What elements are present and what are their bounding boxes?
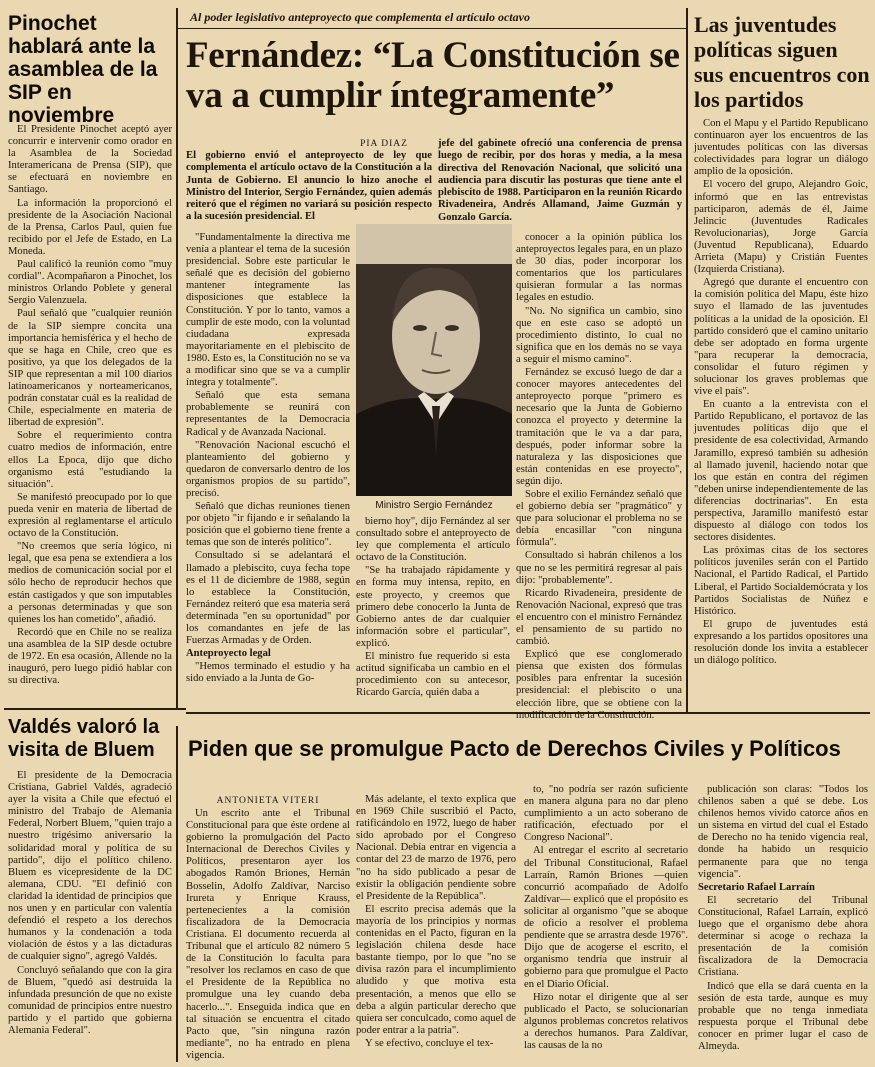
subheading: Anteproyecto legal [186,648,271,660]
bottom-story-column-3 [524,784,688,1062]
subheading: Secretario Rafael Larraín [698,881,815,893]
paragraph: to, "no podría ser razón suficiente en manera alguna para no dar pleno cumplimiento a un acto soberano de ratificación, efectuado por el Congreso Nacional". [524,784,688,844]
kicker-rule [178,28,686,29]
paragraph: Se manifestó preocupado por lo que pueda venir en materia de libertad de expresión al reglamentarse el artículo octavo de la Constitución. [8,491,172,540]
paragraph: En cuanto a la entrevista con el Partido Republicano, el portavoz de las juventudes políticas dijo que el presidente de esa colectividad, Armando Jaramillo, expresó también su adhesión al llamado juvenil, haciendo notar que los que están en contra del régimen "deben unirse independientemente de las diferencias doctrinarias". En esta perspectiva, Jaramillo manifestó estar dispuesto al diálogo con todos los sectores disidentes. [694,399,868,544]
paragraph: "Se ha trabajado rápidamente y en forma muy intensa, repito, en este proyecto, y creemos que primero debe conocerlo la Junta de Gobierno antes de dar cualquier información sobre el particular", explicó. [356,565,510,649]
left-story-headline: Pinochet hablará ante la asamblea de la SIP en noviembre [8,12,158,127]
lead-paragraph: El gobierno envió el anteproyecto de ley que complementa el artículo octavo de la Constitución a la Junta de Gobierno. El anuncio lo hizo anoche el Ministro del Interior, Sergio Fernández, quien además reiteró que el régimen no variará su posición respecto a la sucesión presidencial. El [186,150,432,223]
main-story-column-2 [356,516,510,706]
section-rule [4,708,186,710]
paragraph: Fernández se excusó luego de dar a conocer mayores antecedentes del anteproyecto porque "primero es necesario que la Junta de Gobierno conozca el proyecto y determine la tramitación que le va a dar para, después, poder informar sobre la naturaleza y las disposiciones que están contenidas en ese proyecto", según dijo. [516,367,682,487]
paragraph: "Renovación Nacional escuchó el planteamiento del gobierno y quedaron de conversarlo dentro de los organismos propios de su partido", precisó. [186,439,350,499]
paragraph: Un escrito ante el Tribunal Constitucional para que éste ordene al gobierno la promulgación del Pacto Internacional de Derechos Civiles y Políticos, presentaron ayer los abogados Ramón Briones, Hernán Bosselin, Adolfo Zaldívar, Narciso Irureta y Enrique Krauss, pertenecientes a la comisión fiscalizadora de la Democracia Cristiana. El documento recuerda al Tribunal que el artículo 82 número 5 de la Constitución lo faculta para "resolver los reclamos en caso de que el Presidente de la República no promulgue una ley cuando deba hacerlo...". Enseguida indica que en tal situación se encuentra el citado Pacto que, "sin ninguna razón mediante", no ha entrado en plena vigencia. [186,808,350,1061]
paragraph: Las próximas citas de los sectores políticos juveniles serán con el Partido Nacional, el Partido Radical, el Partido Liberal, el Partido Socialdemócrata y los Partidos Socialistas de Núñez e Histórico. [694,545,868,617]
paragraph: conocer a la opinión pública los anteproyectos legales para, en un plazo de 30 días, poder incorporar los comentarios que los particulares quisieran formular a las normas legales en estudio. [516,232,682,304]
paragraph: Al entregar el escrito al secretario del Tribunal Constitucional, Rafael Larraín, Ramón Briones —quien concurrió acompañado de Adolfo Zaldívar— explicó que el propósito es solicitar al organismo "que se aboque de oficio a resolver el problema pendiente que se arrastra desde 1976". Dijo que de acogerse el escrito, el organismo tendría que instruir al gobierno para que promulgue el Pacto en el Diario Oficial. [524,845,688,990]
valdes-story-body [8,770,172,1062]
paragraph: El ministro fue requerido si esta actitud significaba un cambio en el procedimiento con su antecesor, Ricardo García, quién daba a [356,651,510,699]
byline: PIA DIAZ [360,139,408,149]
lead-paragraph: jefe del gabinete ofreció una conferencia de prensa luego de recibir, por dos horas y media, a la mesa directiva del Renovación Nacional, que solicitó una audiencia para discutir las posturas que tiene ante el plebiscito de 1988. Participaron en la reunión Ricardo Rivadeneira, Andrés Allamand, Jaime Guzmán y Gonzalo García. [438,138,682,223]
paragraph: "No. No significa un cambio, sino que en este caso se adoptó un procedimiento distinto, lo cual no significa que en los demás no se vaya a seguir el mismo camino". [516,305,682,365]
paragraph: La información la proporcionó el presidente de la Asociación Nacional de la Prensa, Carlos Paul, quien fue recibido por el Jefe de Estado, en La Moneda. [8,197,172,257]
paragraph: Indicó que ella se dará cuenta en la sesión de esta tarde, aunque es muy probable que no tenga inmediata respuesta porque el Tribunal debe conocer en primer lugar el caso de Almeyda. [698,980,868,1052]
column-rule [176,726,178,1062]
valdes-story-headline: Valdés valoró la visita de Bluem [8,716,160,761]
paragraph: El grupo de juventudes está expresando a los partidos opositores una resolución donde los invita a establecer un diálogo político. [694,618,868,667]
paragraph: Agregó que durante el encuentro con la comisión política del Mapu, éste hizo suyo el llamado de las juventudes políticas a la unidad de la oposición. El partido consideró que el camino unitario debe ser adoptado en forma urgente "para recuperar la democracia, consolidar el futuro régimen y solucionar los graves problemas que vive el país". [694,277,868,398]
paragraph: bierno hoy", dijo Fernández al ser consultado sobre el anteproyecto de ley que complementa el artículo octavo de la Constitución. [356,516,510,564]
paragraph: El secretario del Tribunal Constitucional, Rafael Larraín, explicó luego que el organismo debe ahora determinar si acoge o rechaza la presentación de la comisión fiscalizadora de la Democracia Cristiana. [698,894,868,979]
paragraph: Sobre el requerimiento contra cuatro medios de información, entre ellos La Epoca, dijo que dicho organismo está "estudiando la situación". [8,430,172,490]
bottom-story-column-2 [356,794,516,1062]
column-rule [176,8,178,708]
bottom-story-column-1 [186,808,350,1062]
photo-caption: Ministro Sergio Fernández [375,500,493,511]
paragraph: "Hemos terminado el estudio y ha sido enviado a la Junta de Go- [186,661,350,685]
paragraph: Concluyó señalando que con la gira de Bluem, "quedó así destruida la infundada presunción de que no existe comunidad de principios entre nuestro partido y el partido que gobierna Alemania Federal". [8,964,172,1036]
paragraph: Ricardo Rivadeneira, presidente de Renovación Nacional, expresó que tras el encuentro con el ministro Fernández el pensamiento de su partido no cambió. [516,587,682,648]
paragraph: Señaló que dichas reuniones tienen por objeto "ir fijando e ir señalando la posición que el gobierno tiene frente a temas que son de interés político". [186,501,350,549]
left-story-body [8,124,172,704]
paragraph: Explicó que ese conglomerado piensa que existen dos fórmulas posibles para enfrentar la sucesión presidencial: el plebiscito o una elección libre, que se obtiene con la modificación de la Constitución. [516,649,682,721]
paragraph: El Presidente Pinochet aceptó ayer concurrir e intervenir como orador en la Asamblea de la Sociedad Interamericana de Prensa (SIP), que se efectuará en noviembre en Santiago. [8,124,172,196]
paragraph: Y se efectivo, concluye el tex- [365,1037,494,1049]
paragraph: Consultado si habrán chilenos a los que no se les permitirá regresar al país dijo: "probablemente". [516,550,682,586]
paragraph: Hizo notar el dirigente que al ser publicado el Pacto, se solucionarían algunos problemas concretos relativos a derechos humanos. Para Zaldívar, las causas de la no [524,991,688,1051]
paragraph: Consultado si se adelantará el llamado a plebiscito, cuya fecha tope es el 11 de diciembre de 1988, según lo establece la Constitución, Fernández reiteró que esa materia será determinada "en su oportunidad" por los comandantes en jefe de las Fuerzas Armadas y de Orden. [186,550,350,647]
paragraph: Paul señaló que "cualquier reunión de la SIP siempre concita una importancia hemisférica y el hecho de que se haga en Chile, creo que es positivo, ya que los delegados de la SIP que representan a mil 100 diarios latinoamericanos y norteamericanos, podrán constatar cuál es la realidad de Chile, especialmente en materia de libertad de expresión". [8,308,172,429]
paragraph: El presidente de la Democracia Cristiana, Gabriel Valdés, agradeció ayer la visita a Chile que efectuó el ministro del Trabajo de Alemania Federal, Norbert Bluem, "quien trajo a nuestro trigésimo aniversario la solidaridad moral y política de su partido", dijo el político chileno. Bluem es vicepresidente de la DC alemana, CDU. "El definió con claridad la identidad de principios que nos unen y en particular con valentía defendió el respeto a los derechos humanos y la condenación a toda violación de éstos y a las dictaduras de cualquier signo", agregó Valdés. [8,770,172,963]
column-rule [686,8,688,714]
right-story-headline: Las juventudes políticas siguen sus encuentros con los partidos [694,12,870,112]
main-story-headline: Fernández: “La Constitución se va a cumplir íntegramente” [186,35,680,116]
main-story-column-1 [186,232,350,706]
paragraph: Paul calificó la reunión como "muy cordial". Acompañaron a Pinochet, los ministros Orlando Poblete y general Sergio Valenzuela. [8,259,172,307]
paragraph: publicación son claras: "Todos los chilenos saben a qué se debe. Los chilenos hemos vivido catorce años en un sistema en virtud del cual el Estado de Derecho no ha tenido vigencia real, donde ha habido un resquicio permanente para que no tenga vigencia". [698,784,868,880]
main-story-column-3 [516,232,682,721]
minister-photo [356,224,512,496]
paragraph: Recordó que en Chile no se realiza una asamblea de la SIP desde octubre de 1972. En esa ocasión, Allende no la inauguró, pero luego pidió hablar con su directiva. [8,626,172,687]
main-story-kicker: Al poder legislativo anteproyecto que complementa el artículo octavo [190,10,530,24]
paragraph: "No creemos que sería lógico, ni legal, que esa pena se extendiera a los medios de comunicación social por el sólo hecho de reproducir hechos que están castigados y que son imputables a personas determinadas y que son quienes los han cometido", añadió. [8,541,172,625]
paragraph: El escrito precisa además que la mayoría de los principios y normas contenidas en el Pacto, figuran en la legislación chilena desde hace bastante tiempo, por lo que "no se divisa razón para el incumplimiento aludido y que motiva esta presentación, a menos que ello se deba a algún particular derecho que quiera ser conculcado, como aquel de poder entrar a la patria". [356,903,516,1036]
bottom-story-headline: Piden que se promulgue Pacto de Derechos Civiles y Políticos [188,736,841,761]
right-story-body [694,118,868,710]
paragraph: Señaló que esta semana probablemente se reunirá con representantes de la Democracia Radical y de Avanzada Nacional. [186,390,350,438]
paragraph: Con el Mapu y el Partido Republicano continuaron ayer los encuentros de las juventudes políticas con las diversas colectividades para lograr un diálogo amplio de la oposición. [694,118,868,178]
bottom-story-column-4 [698,784,868,1062]
paragraph: "Fundamentalmente la directiva me venía a plantear el tema de la sucesión presidencial. Sobre este particular le señalé que es decisión del gobierno mantener íntegramente las disposiciones que establece la Constitución. Y por lo tanto, vamos a cumplir de este modo, con la voluntad ciudadana expresada mayoritariamente en el plebiscito de 1980. Esto es, la Constitución no se va a modificar sino que se va a cumplir íntegra y totalmente". [186,232,350,389]
paragraph: El vocero del grupo, Alejandro Goic, informó que en las entrevistas participaron, además de él, Jaime Jelincic (Juventudes Radicales Revolucionarias), Jorge García (Juventud Republicana), Eduardo Arrieta (Mapu) y Cristián Fuentes (Izquierda Cristiana). [694,179,868,276]
paragraph: Más adelante, el texto explica que en 1969 Chile suscribió el Pacto, ratificándolo en 1972, luego de haber sido aprobado por el Congreso Nacional. Debía entrar en vigencia a contar del 23 de marzo de 1976, pero "no ha sido publicado a pesar de existir la obligación pendiente sobre el Presidente de la República". [356,794,516,902]
paragraph: Sobre el exilio Fernández señaló que el gobierno debía ser "pragmático" y que para solucionar el problema no se debía encasillar "con ninguna fórmula". [516,488,682,549]
byline: ANTONIETA VITERI [216,796,320,806]
portrait-graphic [356,224,512,496]
